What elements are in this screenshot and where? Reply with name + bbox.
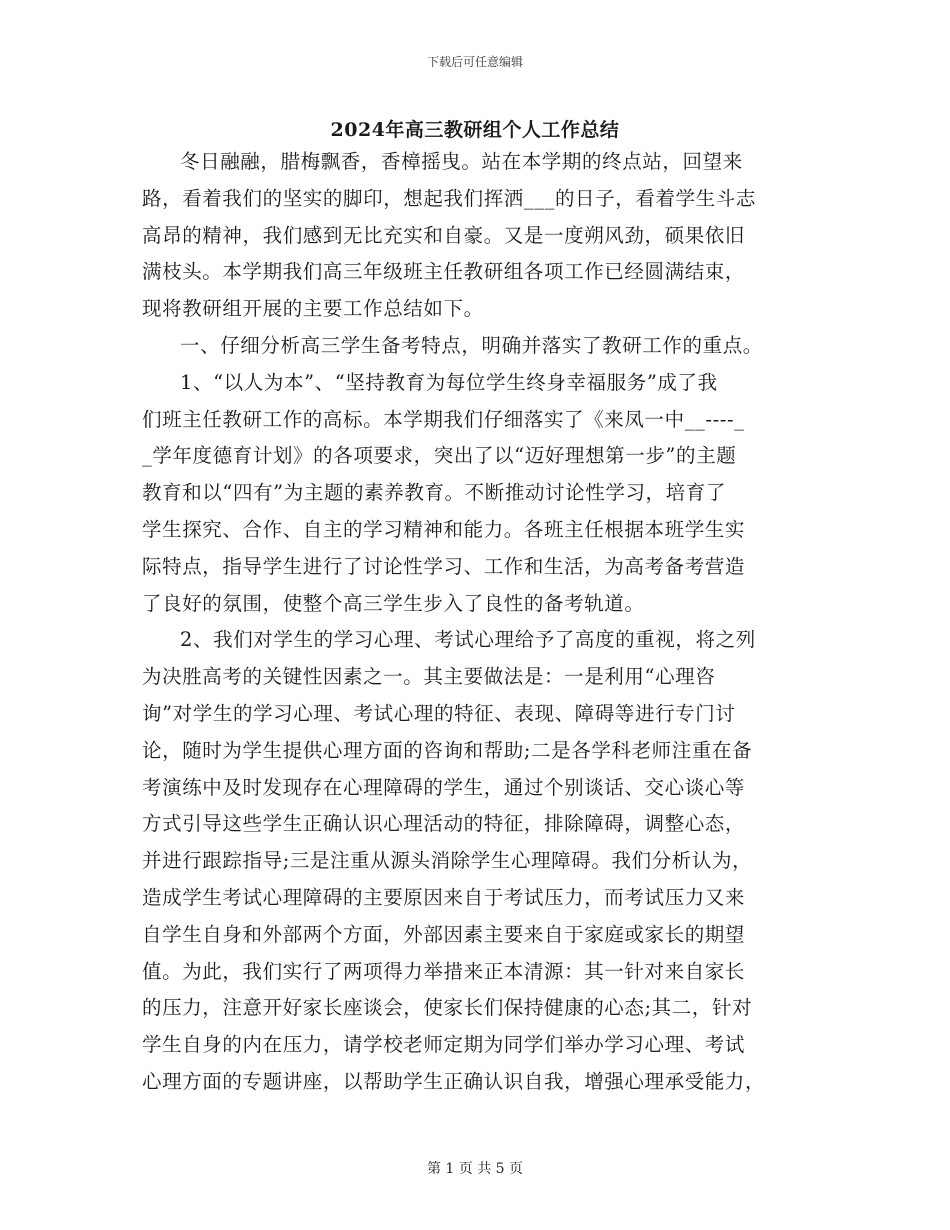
page-number: 第 1 页 共 5 页 <box>426 1161 524 1177</box>
text-line: 教育和以“四有”为主题的素养教育。不断推动讨论性学习，培育了 <box>142 481 726 505</box>
text-line: 考演练中及时发现存在心理障碍的学生，通过个别谈话、交心谈心等 <box>142 775 746 799</box>
text-line: 为决胜高考的关键性因素之一。其主要做法是：一是利用“心理咨 <box>142 665 716 689</box>
document-title: 2024年高三教研组个人工作总结 <box>330 119 620 141</box>
text-line: 学生自身的内在压力，请学校老师定期为同学们举办学习心理、考试 <box>142 1033 746 1057</box>
text-line: 的压力，注意开好家长座谈会，使家长们保持健康的心态;其二，针对 <box>142 996 753 1020</box>
text-line: _学年度德育计划》的各项要求，突出了以“迈好理想第一步”的主题 <box>142 444 737 468</box>
text-line: 自学生自身和外部两个方面，外部因素主要来自于家庭或家长的期望 <box>142 922 746 946</box>
document-body <box>142 144 808 1101</box>
text-line: 学生探究、合作、自主的学习精神和能力。各班主任根据本班学生实 <box>142 517 746 541</box>
text-line: 路，看着我们的坚实的脚印，想起我们挥洒___的日子，看着学生斗志 <box>142 186 756 210</box>
text-line: 2、我们对学生的学习心理、考试心理给予了高度的重视，将之列 <box>180 628 756 652</box>
text-line: 心理方面的专题讲座，以帮助学生正确认识自我，增强心理承受能力， <box>142 1069 766 1093</box>
text-line: 1、“以人为本”、“坚持教育为每位学生终身幸福服务”成了我 <box>180 370 718 394</box>
text-line: 并进行跟踪指导;三是注重从源头消除学生心理障碍。我们分析认为， <box>142 849 753 873</box>
text-line: 了良好的氛围，使整个高三学生步入了良性的备考轨道。 <box>142 591 645 615</box>
text-line: 造成学生考试心理障碍的主要原因来自于考试压力，而考试压力又来 <box>142 885 746 909</box>
text-line: 论，随时为学生提供心理方面的咨询和帮助;二是各学科老师注重在备 <box>142 738 753 762</box>
text-line: 冬日融融，腊梅飘香，香樟摇曳。站在本学期的终点站，回望来 <box>180 150 743 173</box>
text-line: 现将教研组开展的主要工作总结如下。 <box>142 297 484 321</box>
header-note: 下载后可任意编辑 <box>426 55 523 69</box>
text-line: 询”对学生的学习心理、考试心理的特征、表现、障碍等进行专门讨 <box>142 701 736 725</box>
text-line: 际特点，指导学生进行了讨论性学习、工作和生活，为高考备考营造 <box>142 554 746 578</box>
section-heading: 一、仔细分析高三学生备考特点，明确并落实了教研工作的重点。 <box>180 333 763 357</box>
text-line: 方式引导这些学生正确认识心理活动的特征，排除障碍，调整心态， <box>142 812 746 836</box>
text-line: 值。为此，我们实行了两项得力举措来正本清源：其一针对来自家长 <box>142 959 746 983</box>
text-line: 们班主任教研工作的高标。本学期我们仔细落实了《来凤一中__----_ <box>142 407 745 431</box>
text-line: 满枝头。本学期我们高三年级班主任教研组各项工作已经圆满结束， <box>142 260 746 284</box>
text-line: 高昂的精神，我们感到无比充实和自豪。又是一度朔风劲，硕果依旧 <box>142 223 746 247</box>
